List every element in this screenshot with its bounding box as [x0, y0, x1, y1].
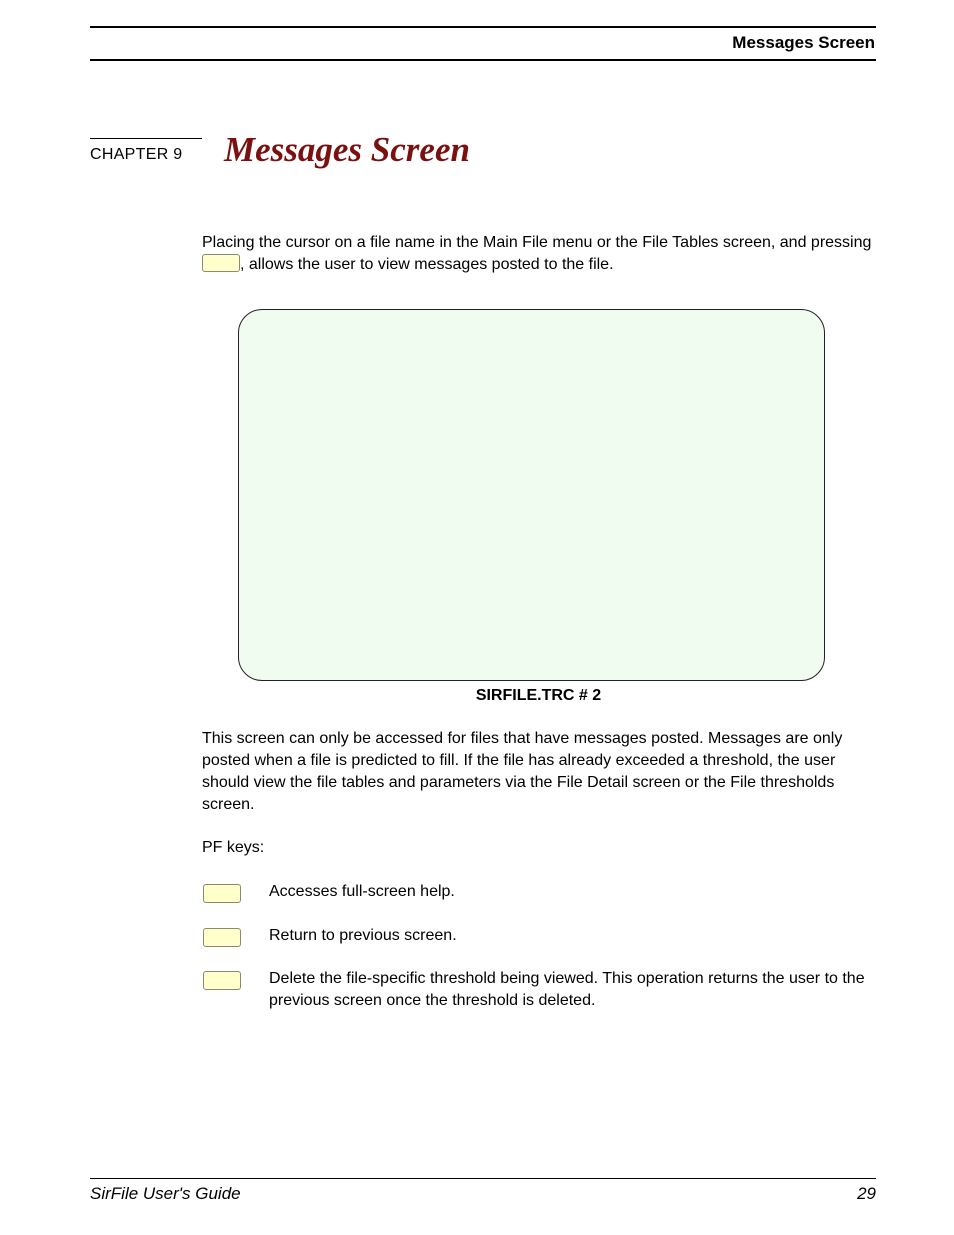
- figure-caption: SIRFILE.TRC # 2: [475, 687, 602, 704]
- header-top-rule: [90, 26, 876, 28]
- intro-paragraph: [202, 232, 872, 276]
- pf-key-placeholder: [203, 971, 241, 990]
- chapter-label: CHAPTER 9: [90, 146, 183, 163]
- pf-key-description: Return to previous screen.: [269, 927, 457, 944]
- pf-key-placeholder: [203, 884, 241, 903]
- intro-text-after: , allows the user to view messages posted to the file.: [240, 256, 614, 273]
- header-bottom-rule: [90, 59, 876, 61]
- pf-key-placeholder: [203, 928, 241, 947]
- intro-text-before: Placing the cursor on a file name in the Main File menu or the File Tables screen, and pressing: [202, 234, 872, 251]
- pf-keys-label: PF keys:: [202, 839, 265, 856]
- footer-guide-title: SirFile User's Guide: [90, 1184, 241, 1203]
- chapter-rule: [90, 138, 202, 139]
- footer-page-number: 29: [857, 1184, 876, 1203]
- screen-image-placeholder: [238, 309, 825, 681]
- body-paragraph: This screen can only be accessed for files that have messages posted. Messages are only posted when a file is predicted to fill. If the file has already exceeded a threshold, the user should view the file tables and parameters via the File Detail screen or the File thresholds screen.: [202, 730, 843, 813]
- pf-key-description: Accesses full-screen help.: [269, 883, 455, 900]
- running-header-title: Messages Screen: [732, 33, 875, 52]
- footer-rule: [90, 1178, 876, 1179]
- pf-key-placeholder: [202, 254, 240, 272]
- pf-key-description: Delete the file-specific threshold being viewed. This operation returns the user to the previous screen once the threshold is deleted.: [269, 970, 865, 1009]
- chapter-title: Messages Screen: [224, 130, 470, 169]
